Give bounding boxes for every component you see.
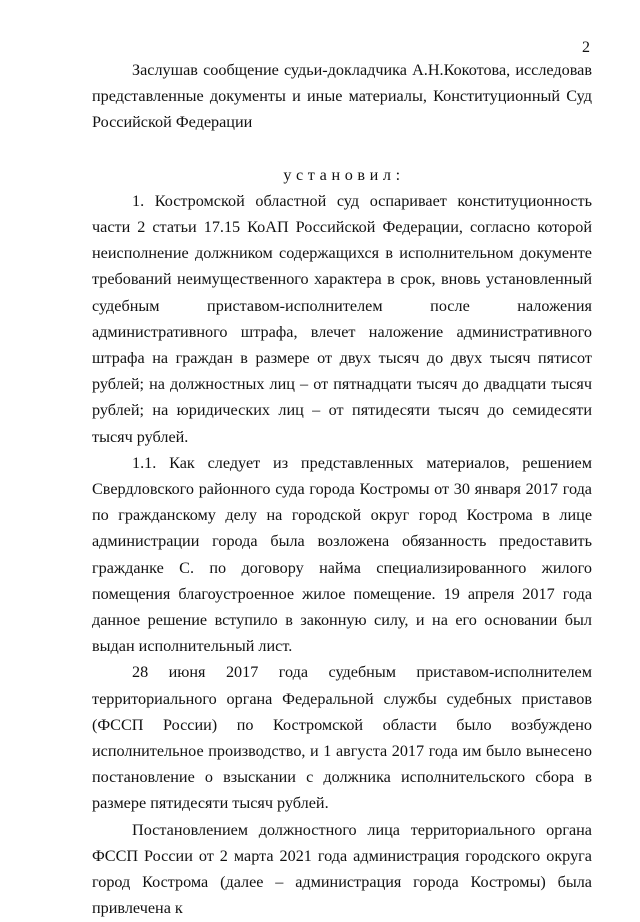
page-number: 2	[582, 39, 590, 56]
section-heading: установил:	[283, 165, 405, 184]
paragraph-4: Постановлением должностного лица территориального органа ФССП России от 2 марта 2021 года администрация городского округа город Кострома (далее – администрация города Костромы) была привлечена к	[92, 820, 592, 918]
paragraph-3: 28 июня 2017 года судебным приставом-исполнителем территориального органа Федеральной службы судебных приставов (ФССП России) по Костромской области было возбуждено исполнительное производство, и 1 августа 2017 года им было вынесено постановление о взыскании с должника исполнительского сбора в размере пятидесяти тысяч рублей.	[92, 663, 592, 813]
document-body	[92, 57, 592, 922]
paragraph-1: 1. Костромской областной суд оспаривает конституционность части 2 статьи 17.15 КоАП Российской Федерации, согласно которой неисполнение должником содержащихся в исполнительном документе требований неимущественного характера в срок, вновь установленный судебным приставом-исполнителем после наложения административного штрафа, влечет наложение административного штрафа на граждан в размере от двух тысяч до двух тысяч пятисот рублей; на должностных лиц – от пятнадцати тысяч до двадцати тысяч рублей; на юридических лиц – от пятидесяти тысяч до семидесяти тысяч рублей.	[92, 191, 592, 446]
intro-paragraph: Заслушав сообщение судьи-докладчика А.Н.Кокотова, исследовав представленные документы и иные материалы, Конституционный Суд Российской Федерации	[92, 61, 592, 132]
paragraph-1-1: 1.1. Как следует из представленных материалов, решением Свердловского районного суда города Костромы от 30 января 2017 года по гражданскому делу на городской округ город Кострома в лице администрации города была возложена обязанность предоставить гражданке С. по договору найма специализированного жилого помещения благоустроенное жилое помещение. 19 апреля 2017 года данное решение вступило в законную силу, и на его основании был выдан исполнительный лист.	[92, 453, 592, 656]
